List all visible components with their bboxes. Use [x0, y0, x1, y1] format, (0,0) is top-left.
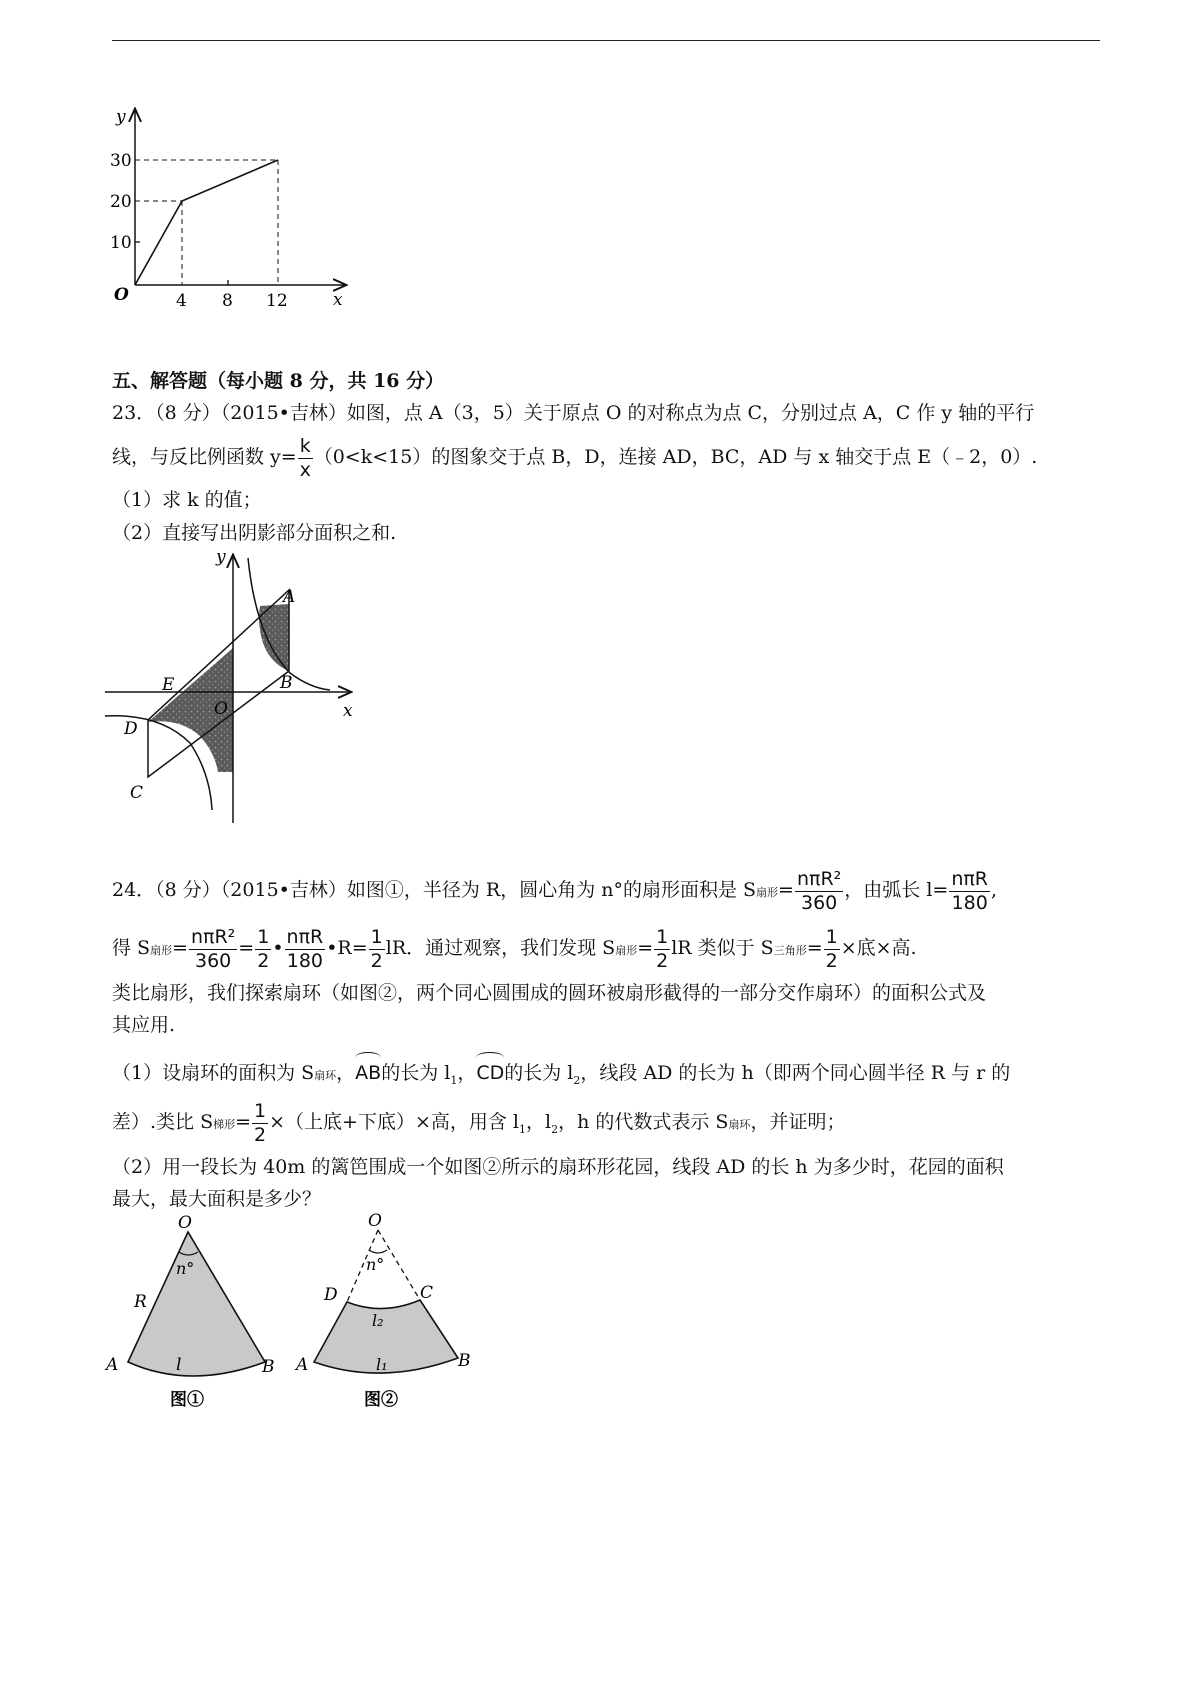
q23-line2: [112, 432, 1037, 482]
sub-shanxing-2: 扇形: [150, 944, 173, 957]
x-tick-12: 12: [266, 291, 288, 310]
sub-shanhuan-2: 扇环: [728, 1118, 751, 1131]
fig1-label-b: B: [262, 1357, 275, 1377]
label-d: D: [124, 719, 138, 739]
sub-1: 1: [450, 1073, 458, 1087]
fig2-label-a: A: [296, 1355, 309, 1375]
y-axis-label: y: [116, 107, 126, 127]
sa-num-2: nπR²: [190, 925, 236, 948]
eq: =: [778, 879, 794, 901]
half-fraction-5: [252, 1099, 268, 1146]
p1b-e: ，并证明；: [750, 1111, 846, 1133]
fig2-caption: 图②: [364, 1390, 398, 1410]
sub-1b: 1: [519, 1122, 527, 1136]
q23-line2-start: 线，与反比例函数 y=: [112, 446, 297, 468]
q24-l2-a: 得 S: [112, 937, 151, 959]
y-tick-30: 30: [110, 151, 132, 171]
annulus-sector-figure-2: [290, 1212, 490, 1412]
half-den-2: 2: [370, 949, 383, 972]
half-den-1: 2: [257, 949, 270, 972]
label-x: x: [343, 701, 353, 721]
half-num-1: 1: [257, 925, 270, 948]
p1b-c: ，l: [526, 1111, 552, 1133]
fig2-label-l2: l₂: [372, 1311, 384, 1330]
half-den-4: 2: [825, 949, 838, 972]
fig1-label-l: l: [176, 1355, 182, 1375]
frac-k: k: [299, 434, 311, 457]
half-num-2: 1: [370, 925, 383, 948]
p1-c: 的长为 l: [381, 1062, 451, 1084]
p1-a: （1）设扇环的面积为 S: [112, 1062, 315, 1084]
q24-l1-b: ，由弧长 l=: [844, 879, 949, 901]
angle-arc-2: [369, 1250, 387, 1253]
q24-p1-line1: [112, 1054, 1010, 1094]
half-fraction-3: [654, 925, 670, 972]
fig2-label-l1: l₁: [376, 1355, 388, 1374]
half-fraction-4: [824, 925, 840, 972]
arc-length-fraction: [949, 867, 990, 914]
x-axis-label: x: [333, 290, 343, 310]
half-fraction-2: [369, 925, 385, 972]
q24-l1-a: 24．（8 分）（2015•吉林）如图①，半径为 R，圆心角为 n°的扇形面积是 S: [112, 879, 757, 901]
sub-tixing: 梯形: [213, 1118, 236, 1131]
p1b-d: ，h 的代数式表示 S: [558, 1111, 729, 1133]
fig1-label-n: n°: [176, 1259, 195, 1278]
x-tick-4: 4: [176, 291, 187, 310]
q24-p2-line1: （2）用一段长为 40m 的篱笆围成一个如图②所示的扇环形花园，线段 AD 的长 h 为多少时，花园的面积: [112, 1156, 1004, 1178]
fig2-label-n: n°: [366, 1255, 385, 1274]
sa-den-2: 360: [195, 949, 232, 972]
eq-3: =: [238, 937, 255, 959]
half-num-4: 1: [825, 925, 838, 948]
eq-4: =: [637, 937, 654, 959]
label-c: C: [130, 783, 144, 803]
label-o: O: [214, 699, 228, 719]
q24-line3: 类比扇形，我们探索扇环（如图②，两个同心圆围成的圆环被扇形截得的一部分交作扇环）的面积公式及: [112, 982, 987, 1004]
sub-2: 2: [573, 1073, 581, 1087]
origin-label: O: [114, 285, 129, 305]
fig1-caption: 图①: [170, 1390, 204, 1410]
arc-length-num: nπR: [951, 867, 989, 890]
half-num-5: 1: [254, 1099, 267, 1122]
al-num-2: nπR: [286, 925, 324, 948]
eq-2: =: [172, 937, 188, 959]
half-den-3: 2: [656, 949, 669, 972]
fig2-label-b: B: [458, 1351, 471, 1371]
p1b-b: ×（上底+下底）×高，用含 l: [269, 1111, 520, 1133]
sector-figure-1: [100, 1212, 300, 1412]
eq-6: =: [235, 1111, 252, 1133]
k-over-x-fraction: [298, 434, 313, 481]
p1-e: 的长为 l: [504, 1062, 574, 1084]
q24-p2-line2: 最大，最大面积是多少？: [112, 1188, 322, 1210]
half-num-3: 1: [656, 925, 669, 948]
q23-line2-end: （0<k<15）的图象交于点 B，D，连接 AD，BC，AD 与 x 轴交于点 E（﹣2，0）.: [313, 446, 1038, 468]
arc-ab: AB: [355, 1054, 381, 1086]
sub-shanxing: 扇形: [756, 886, 779, 899]
function-graph-1: [100, 100, 360, 310]
q24-line2: [112, 920, 917, 979]
x-tick-8: 8: [222, 291, 233, 310]
half-fraction-1: [255, 925, 271, 972]
arc-length-fraction-2: [285, 925, 326, 972]
graph-line: [135, 160, 278, 285]
label-b: B: [280, 673, 293, 693]
al-den-2: 180: [286, 949, 323, 972]
q24-l1-c: ,: [991, 879, 998, 901]
sub-2b: 2: [551, 1122, 559, 1136]
q24-l2-r: •R=: [326, 937, 368, 959]
label-y: y: [216, 548, 226, 567]
frac-x: x: [299, 458, 311, 481]
sector-area-fraction: [795, 867, 843, 914]
p1b-a: 差）.类比 S: [112, 1111, 214, 1133]
hyperbola-figure: [100, 548, 370, 830]
p1-b: ，: [336, 1062, 356, 1084]
fig2-label-d: D: [324, 1285, 338, 1305]
section-title: 五、解答题（每小题 8 分，共 16 分）: [112, 370, 445, 392]
fig1-label-a: A: [106, 1355, 119, 1375]
q24-l2-lr: lR．通过观察，我们发现 S: [385, 937, 616, 959]
p1-f: ，线段 AD 的长为 h（即两个同心圆半径 R 与 r 的: [580, 1062, 1011, 1084]
p1-d: ，: [457, 1062, 477, 1084]
q24-line4: 其应用.: [112, 1014, 176, 1036]
dot-1: •: [272, 937, 284, 959]
fig2-label-o: O: [368, 1212, 382, 1231]
sector-area-fraction-2: [189, 925, 237, 972]
arc-cd: CD: [476, 1054, 504, 1086]
label-e: E: [162, 675, 175, 695]
y-tick-10: 10: [110, 233, 132, 253]
q24-l2-end: ×底×高.: [840, 937, 917, 959]
sub-shanxing-3: 扇形: [615, 944, 638, 957]
eq-5: =: [806, 937, 823, 959]
sub-sanjiao: 三角形: [773, 944, 807, 957]
fig1-label-r: R: [134, 1292, 147, 1312]
sector-shape: [128, 1232, 265, 1376]
sector-area-num: nπR²: [796, 867, 842, 890]
q24-p1-line2: [112, 1094, 845, 1158]
q23-line1: 23．（8 分）（2015•吉林）如图，点 A（3，5）关于原点 O 的对称点为点 C，分别过点 A，C 作 y 轴的平行: [112, 402, 1035, 424]
y-tick-20: 20: [110, 192, 132, 212]
q23-sub2: （2）直接写出阴影部分面积之和.: [112, 522, 397, 544]
label-a: A: [283, 587, 296, 607]
sector-area-den: 360: [800, 891, 838, 914]
arc-length-den: 180: [951, 891, 988, 914]
q24-line1: [112, 862, 997, 921]
fig1-label-o: O: [178, 1213, 192, 1233]
fig2-label-c: C: [420, 1283, 434, 1303]
header-rule: [112, 40, 1100, 41]
sub-shanhuan: 扇环: [314, 1069, 337, 1082]
q23-sub1: （1）求 k 的值；: [112, 489, 262, 511]
q24-l2-lr2: lR 类似于 S: [671, 937, 774, 959]
half-den-5: 2: [254, 1123, 267, 1146]
